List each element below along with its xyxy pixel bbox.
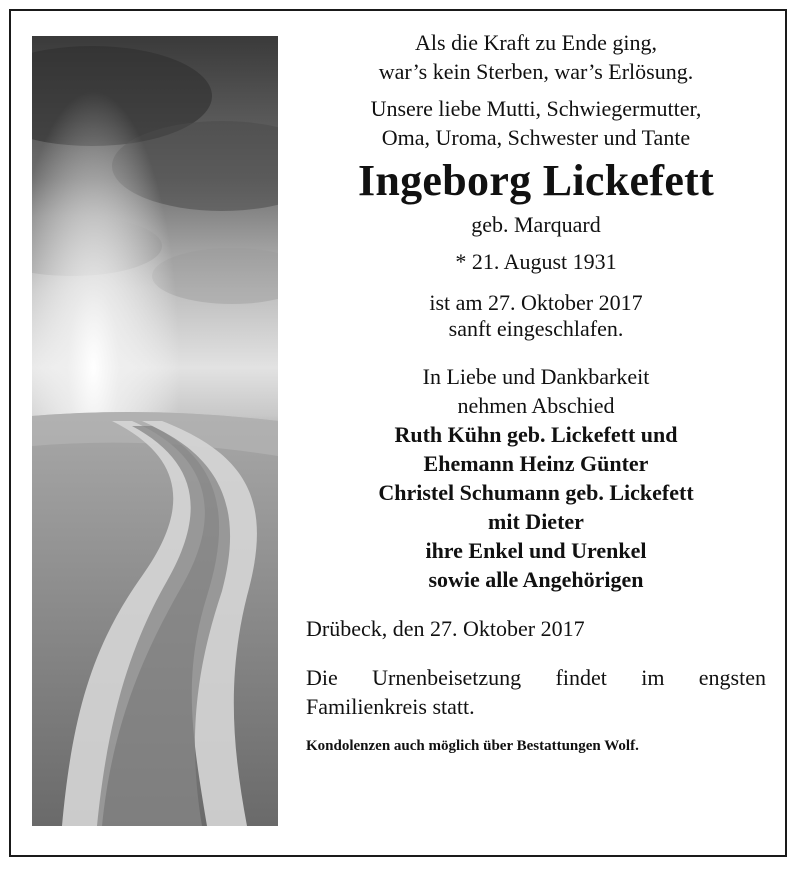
farewell-line: In Liebe und Dankbarkeit [422, 364, 650, 389]
mourner-line: mit Dieter [488, 509, 584, 534]
poem-line: war’s kein Sterben, war’s Erlösung. [378, 59, 694, 84]
mourner-line: sowie alle Angehörigen [428, 567, 644, 592]
burial-line: Familienkreis statt. [306, 694, 475, 719]
path-sunrise-photo [32, 36, 278, 826]
mourner-line: ihre Enkel und Urenkel [425, 538, 647, 563]
place-date: Drübeck, den 27. Oktober 2017 [306, 616, 585, 641]
maiden-name: geb. Marquard [471, 212, 601, 237]
poem-line: Als die Kraft zu Ende ging, [415, 30, 657, 55]
mourner-line: Ruth Kühn geb. Lickefett und [394, 422, 678, 447]
mourner-line: Christel Schumann geb. Lickefett [378, 480, 694, 505]
relations-line: Unsere liebe Mutti, Schwiegermutter, [370, 96, 702, 121]
burial-line: Die Urnenbeisetzung findet im engsten [306, 665, 766, 690]
farewell-line: nehmen Abschied [457, 393, 615, 418]
mourner-line: Ehemann Heinz Günter [423, 451, 649, 476]
death-line: ist am 27. Oktober 2017 [429, 290, 643, 315]
death-line: sanft eingeschlafen. [448, 316, 624, 341]
condolence-note: Kondolenzen auch möglich über Bestattungen Wolf. [306, 738, 639, 754]
relations-line: Oma, Uroma, Schwester und Tante [381, 125, 691, 150]
obituary-text [306, 28, 766, 757]
birth-date: * 21. August 1931 [455, 249, 617, 274]
deceased-name: Ingeborg Lickefett [357, 156, 715, 205]
